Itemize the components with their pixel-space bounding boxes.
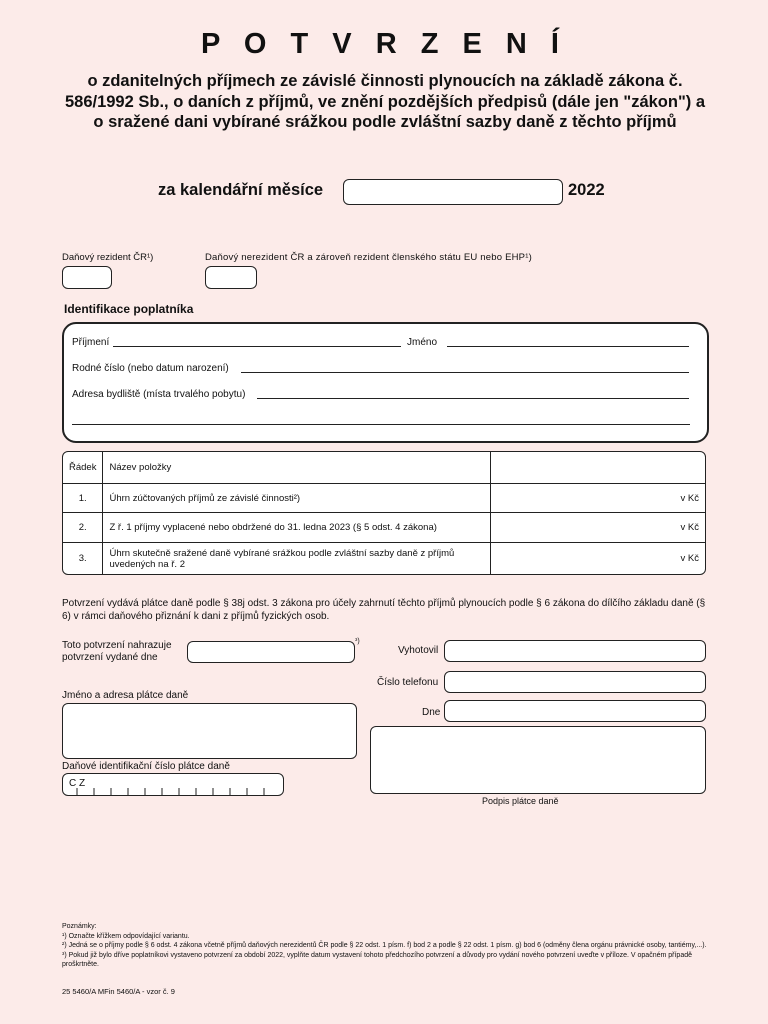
date-label: Dne [422, 707, 441, 718]
nonresident-checkbox[interactable] [205, 266, 257, 289]
page-subtitle: o zdanitelných příjmech ze závislé činnosti plynoucích na základě zákona č. 586/1992 Sb., o daních z příjmů, ve znění pozdějších předpisů (dále jen "zákon") a o sražené dani vybírané srážkou podle zvláštní sazby daně z těchto příjmů [64, 72, 706, 131]
footnotes [62, 922, 712, 970]
address-label: Adresa bydliště (místa trvalého pobytu) [72, 389, 246, 400]
phone-label: Číslo telefonu [377, 677, 439, 688]
footnote-3: ³) Pokud již bylo dříve poplatníkovi vystaveno potvrzení za období 2022, vyplňte datum vystavení tohoto předchozího potvrzení a důvody pro vydání nového potvrzení uveďte v příloze. V opačném případě proškrtněte. [62, 951, 693, 969]
signature-label: Podpis plátce daně [482, 796, 559, 806]
table-row [63, 484, 705, 513]
resident-label: Daňový rezident ČR¹) [62, 252, 154, 263]
issuer-dic-label: Daňové identifikační číslo plátce daně [62, 761, 230, 772]
header-item-name: Název položky [103, 452, 491, 484]
row-number: 1. [63, 484, 103, 513]
row-number: 3. [63, 543, 103, 574]
table-row [63, 513, 705, 543]
footnote-1: ¹) Označte křížkem odpovídající variantu. [62, 932, 190, 940]
row-value-field[interactable] [491, 543, 705, 574]
address-field[interactable] [257, 398, 689, 399]
issuance-note: Potvrzení vydává plátce daně podle § 38j odst. 3 zákona pro účely zahrnutí těchto příjmů plynoucích podle § 6 zákona do dílčího základu daně (§ 6) v rámci daňového přiznání k dani z příjmů fyzických osob. [62, 598, 706, 622]
row-number: 2. [63, 513, 103, 543]
row-label: Úhrn zúčtovaných příjmů ze závislé činnosti²) [103, 484, 491, 513]
footnote-2: ²) Jedná se o příjmy podle § 6 odst. 4 zákona včetně příjmů daňových nerezidentů ČR podle § 22 odst. 1 písm. f) bod 2 a podle § 22 odst. 1 písm. g) bod 6 (odměny člena orgánu právnické osoby, tantiémy,...). [62, 942, 707, 950]
page-title: P O T V R Z E N Í [201, 28, 567, 60]
form-code: 25 5460/A MFin 5460/A - vzor č. 9 [62, 987, 175, 996]
row-label: Z ř. 1 příjmy vyplacené nebo obdržené do 31. ledna 2023 (§ 5 odst. 4 zákona) [103, 513, 491, 543]
first-name-label: Jméno [407, 337, 438, 348]
replaces-label-line1: Toto potvrzení nahrazuje [62, 640, 172, 651]
resident-checkbox[interactable] [62, 266, 112, 289]
row-value-field[interactable] [491, 513, 705, 543]
first-name-field[interactable] [447, 346, 689, 347]
currency-unit: v Kč [680, 553, 699, 564]
phone-field[interactable] [444, 671, 706, 693]
issuer-name-address-field[interactable] [62, 703, 357, 759]
prepared-by-label: Vyhotovil [398, 645, 439, 656]
identification-title: Identifikace poplatníka [64, 302, 194, 316]
signature-field[interactable] [370, 726, 706, 794]
currency-unit: v Kč [680, 522, 699, 533]
issuer-name-address-label: Jméno a adresa plátce daně [62, 690, 189, 701]
row-value-field[interactable] [491, 484, 705, 513]
items-table [62, 451, 706, 575]
table-row [63, 543, 705, 574]
surname-field[interactable] [113, 346, 401, 347]
replaces-date-field[interactable] [187, 641, 355, 663]
birth-number-label: Rodné číslo (nebo datum narození) [72, 363, 229, 374]
header-value [491, 452, 705, 484]
birth-number-field[interactable] [241, 372, 689, 373]
nonresident-label: Daňový nerezident ČR a zároveň rezident členského státu EU nebo EHP¹) [205, 252, 532, 263]
footnotes-title: Poznámky: [62, 923, 97, 930]
period-year: 2022 [568, 181, 605, 199]
dic-prefix: C Z [69, 778, 86, 789]
period-months-field[interactable] [343, 179, 563, 205]
date-field[interactable] [444, 700, 706, 722]
address-field-line2[interactable] [72, 424, 690, 425]
footnote-3-marker: ³) [355, 638, 360, 645]
currency-unit: v Kč [680, 492, 699, 504]
header-row-num: Řádek [63, 452, 103, 484]
table-header-row [63, 452, 705, 484]
replaces-label-line2: potvrzení vydané dne [62, 652, 158, 663]
surname-label: Příjmení [72, 337, 110, 348]
period-label: za kalendářní měsíce [158, 181, 324, 199]
dic-character-ticks [62, 773, 284, 796]
row-label: Úhrn skutečně sražené daně vybírané srážkou podle zvláštní sazby daně z příjmů uvedených na ř. 2 [103, 543, 491, 574]
prepared-by-field[interactable] [444, 640, 706, 662]
